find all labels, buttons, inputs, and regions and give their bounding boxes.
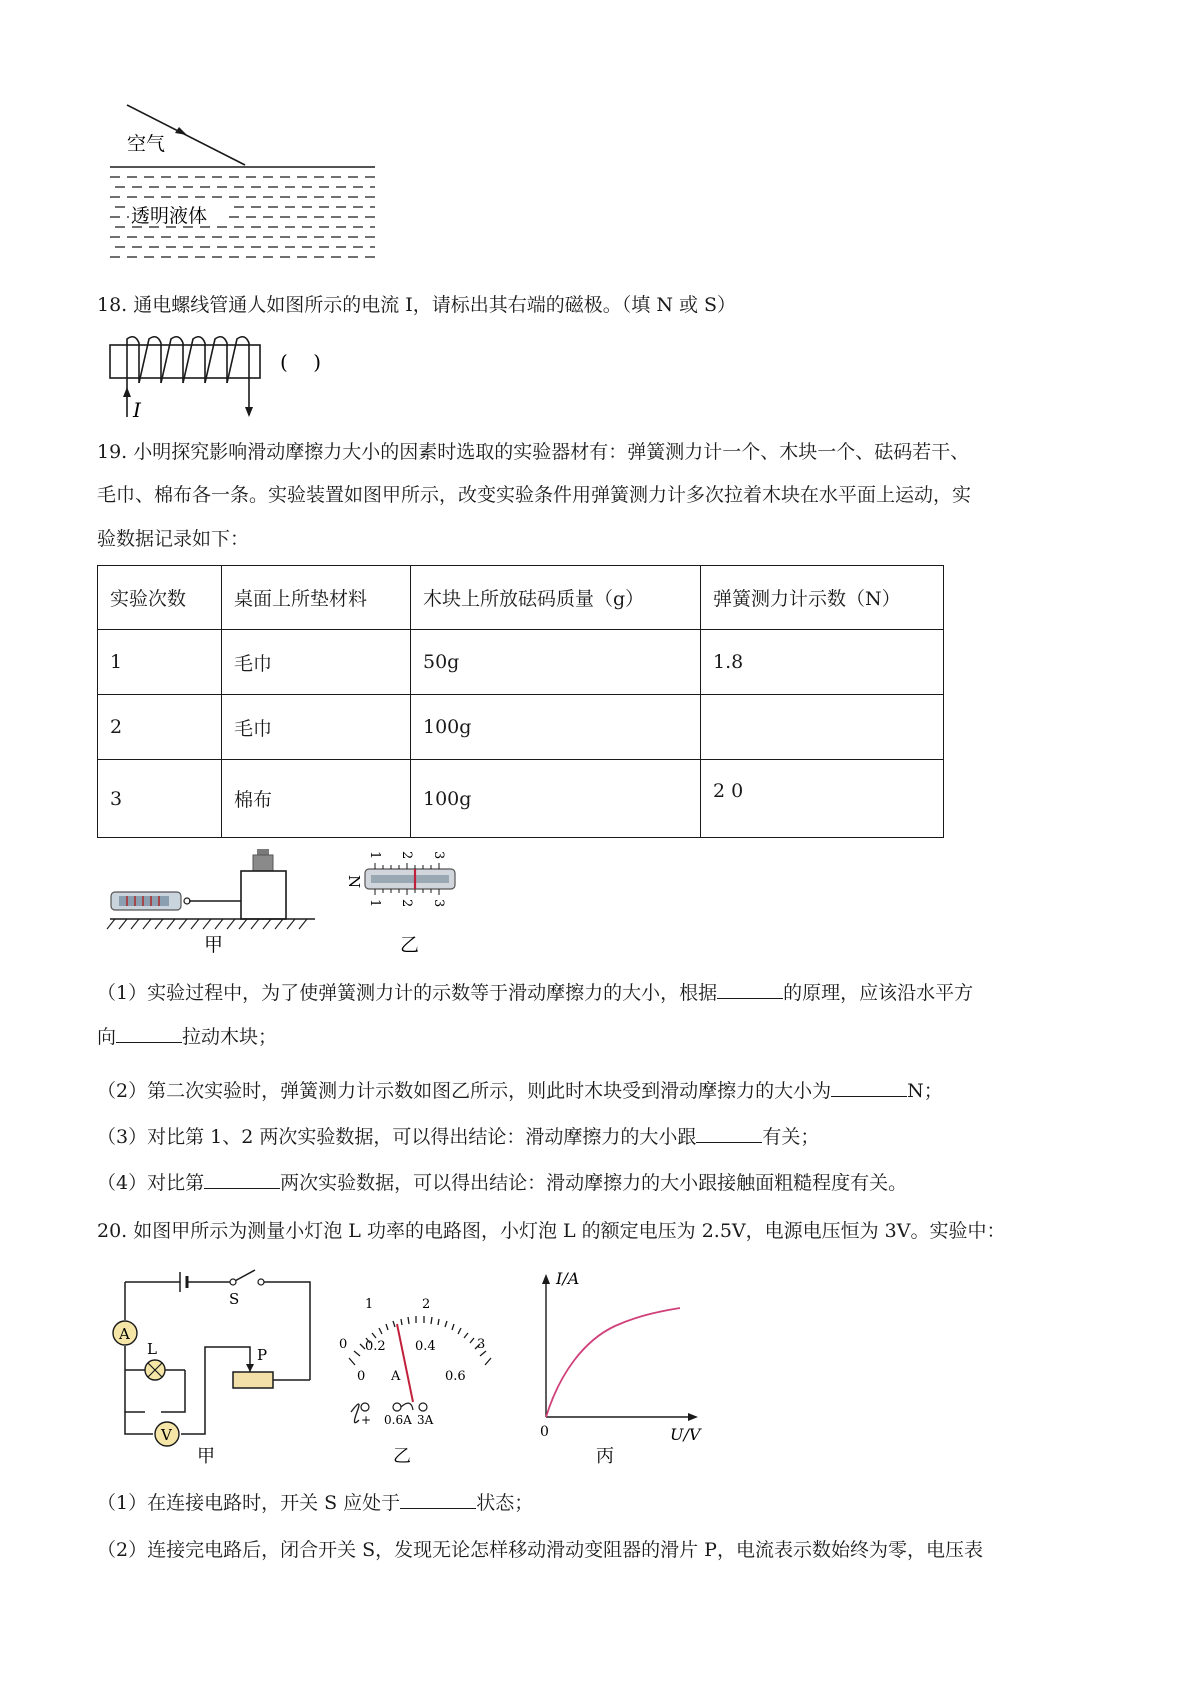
figure-yi-label: 乙	[400, 934, 420, 956]
table-cell: 1.8	[701, 630, 944, 695]
table-cell: 2	[98, 695, 222, 760]
top-scale-number: 3	[477, 1337, 486, 1352]
answer-blank[interactable]	[400, 1490, 476, 1509]
answer-blank[interactable]	[696, 1124, 762, 1143]
terminal-06-label: 0.6A	[384, 1413, 412, 1427]
scale-bottom-number: 2	[399, 899, 414, 908]
terminal-3a-label: 3A	[417, 1413, 434, 1427]
table-row	[98, 760, 944, 838]
q20-sub-2: （2）连接完电路后，闭合开关 S，发现无论怎样移动滑动变阻器的滑片 P，电流表示数始终为零，电压表	[97, 1539, 983, 1561]
table-header-row	[98, 566, 944, 630]
origin-label: 0	[540, 1424, 549, 1440]
current-out-arrow-icon	[245, 407, 253, 417]
iu-curve	[546, 1308, 680, 1417]
table-row	[98, 695, 944, 760]
answer-blank[interactable]	[204, 1170, 280, 1189]
bottom-scale-number: 0.4	[415, 1339, 436, 1354]
table-cell: 100g	[411, 760, 701, 838]
table-header-cell: 实验次数	[98, 566, 222, 630]
x-axis-arrow-icon	[688, 1413, 698, 1421]
meter-unit-label: A	[391, 1369, 401, 1384]
table-header-cell: 弹簧测力计示数（N）	[701, 566, 944, 630]
scale-bottom-number: 3	[431, 899, 446, 908]
table-cell: 毛巾	[222, 695, 411, 760]
table-cell: 毛巾	[222, 630, 411, 695]
weight-icon	[253, 855, 273, 871]
y-axis-arrow-icon	[542, 1274, 550, 1284]
q20-sub-1-text-b: 状态；	[476, 1492, 534, 1514]
q20-sub-1	[97, 1490, 533, 1515]
figure-bing-label: 丙	[596, 1446, 614, 1467]
table-header-cell: 木块上所放砝码质量（g）	[411, 566, 701, 630]
figure-jia-label: 甲	[204, 934, 224, 956]
top-scale-number: 1	[365, 1297, 374, 1312]
table-cell: 100g	[411, 695, 701, 760]
refraction-figure	[105, 95, 385, 270]
slider-arrow-icon	[246, 1364, 254, 1372]
q19-sub-1-text-d: 拉动木块；	[182, 1026, 278, 1048]
q19-sub-1-cont	[97, 1024, 277, 1049]
dial-pointer	[397, 1324, 413, 1402]
iu-graph-figure	[530, 1262, 750, 1467]
weight-top	[257, 849, 269, 855]
q19-sub-1-text-c: 向	[97, 1026, 117, 1048]
q19-sub-2-text-a: （2）第二次实验时，弹簧测力计示数如图乙所示，则此时木块受到滑动摩擦力的大小为	[97, 1080, 832, 1102]
scale-bottom-number: 1	[367, 899, 382, 908]
table-cell: 棉布	[222, 760, 411, 838]
x-axis-label: U/V	[670, 1425, 701, 1444]
current-label: I	[133, 398, 141, 420]
top-scale-number: 0	[339, 1337, 348, 1352]
q19-line-3: 验数据记录如下：	[97, 528, 250, 550]
terminal-3a-icon	[419, 1403, 427, 1411]
q19-sub-1-text-a: （1）实验过程中，为了使弹簧测力计的示数等于滑动摩擦力的大小，根据	[97, 982, 718, 1004]
q19-sub-4-text-a: （4）对比第	[97, 1172, 205, 1194]
table-cell: 50g	[411, 630, 701, 695]
y-axis-label: I/A	[556, 1269, 580, 1288]
friction-setup-figure	[105, 845, 320, 960]
solenoid-coil	[127, 337, 249, 415]
q18-text: 18. 通电螺线管通人如图所示的电流 I，请标出其右端的磁极。（填 N 或 S）	[97, 294, 737, 316]
voltmeter-label: V	[161, 1426, 172, 1444]
q19-line-2: 毛巾、棉布各一条。实验装置如图甲所示，改变实验条件用弹簧测力计多次拉着木块在水平面上运动，实	[97, 484, 972, 506]
scale-top-number: 2	[399, 851, 414, 860]
table-cell	[701, 695, 944, 760]
table-row	[98, 630, 944, 695]
terminal-plus-label: +	[361, 1413, 372, 1427]
top-scale-number: 2	[422, 1297, 431, 1312]
answer-blank[interactable]	[717, 980, 783, 999]
q19-sub-2	[97, 1078, 943, 1103]
table-cell: 3	[98, 760, 222, 838]
q19-sub-3-text-a: （3）对比第 1、2 两次实验数据，可以得出结论：滑动摩擦力的大小跟	[97, 1126, 697, 1148]
q19-sub-3-text-b: 有关；	[762, 1126, 820, 1148]
q19-sub-1	[97, 980, 973, 1005]
bottom-scale-number: 0	[357, 1369, 366, 1384]
scale-top-number: 3	[431, 851, 446, 860]
air-label: 空气	[127, 133, 166, 155]
circuit-diagram	[105, 1262, 325, 1467]
solenoid-figure	[105, 335, 365, 420]
q20-sub-1-text-a: （1）在连接电路时，开关 S 应处于	[97, 1492, 401, 1514]
answer-blank[interactable]	[831, 1078, 907, 1097]
table-cell: 2 0	[701, 760, 944, 838]
answer-bracket: ( )	[280, 350, 322, 374]
terminal-06-icon	[393, 1403, 401, 1411]
figure-jia-label: 甲	[197, 1446, 215, 1467]
q19-sub-2-text-b: N；	[907, 1080, 943, 1102]
q20-text: 20. 如图甲所示为测量小灯泡 L 功率的电路图，小灯泡 L 的额定电压为 2.5V，电源电压恒为 3V。实验中：	[97, 1220, 1006, 1242]
ammeter-label: A	[119, 1325, 130, 1343]
answer-blank[interactable]	[116, 1024, 182, 1043]
q19-line-1: 19. 小明探究影响滑动摩擦力大小的因素时选取的实验器材有：弹簧测力计一个、木块一个、砝码若干、	[97, 441, 970, 463]
q19-sub-4	[97, 1170, 907, 1195]
switch-label: S	[229, 1290, 240, 1308]
current-in-arrow-icon	[123, 387, 131, 397]
terminal-plus-icon	[361, 1403, 369, 1411]
ray-arrow-icon	[175, 127, 187, 135]
scale-unit: N	[345, 875, 363, 889]
friction-data-table	[97, 565, 944, 838]
q19-sub-1-text-b: 的原理，应该沿水平方	[783, 982, 974, 1004]
table-cell: 1	[98, 630, 222, 695]
lamp-label: L	[147, 1340, 157, 1358]
scale-top-number: 1	[367, 851, 382, 860]
ammeter-dial-figure	[335, 1262, 520, 1467]
q19-sub-4-text-b: 两次实验数据，可以得出结论：滑动摩擦力的大小跟接触面粗糙程度有关。	[280, 1172, 908, 1194]
slider-label: P	[257, 1346, 268, 1364]
q19-sub-3	[97, 1124, 819, 1149]
spring-scale-reading-figure	[345, 845, 465, 960]
bottom-scale-number: 0.2	[365, 1339, 386, 1354]
wooden-block	[241, 871, 286, 919]
table-header-cell: 桌面上所垫材料	[222, 566, 411, 630]
bottom-scale-number: 0.6	[445, 1369, 466, 1384]
liquid-label: 透明液体	[131, 205, 208, 227]
figure-yi-label: 乙	[393, 1446, 411, 1467]
